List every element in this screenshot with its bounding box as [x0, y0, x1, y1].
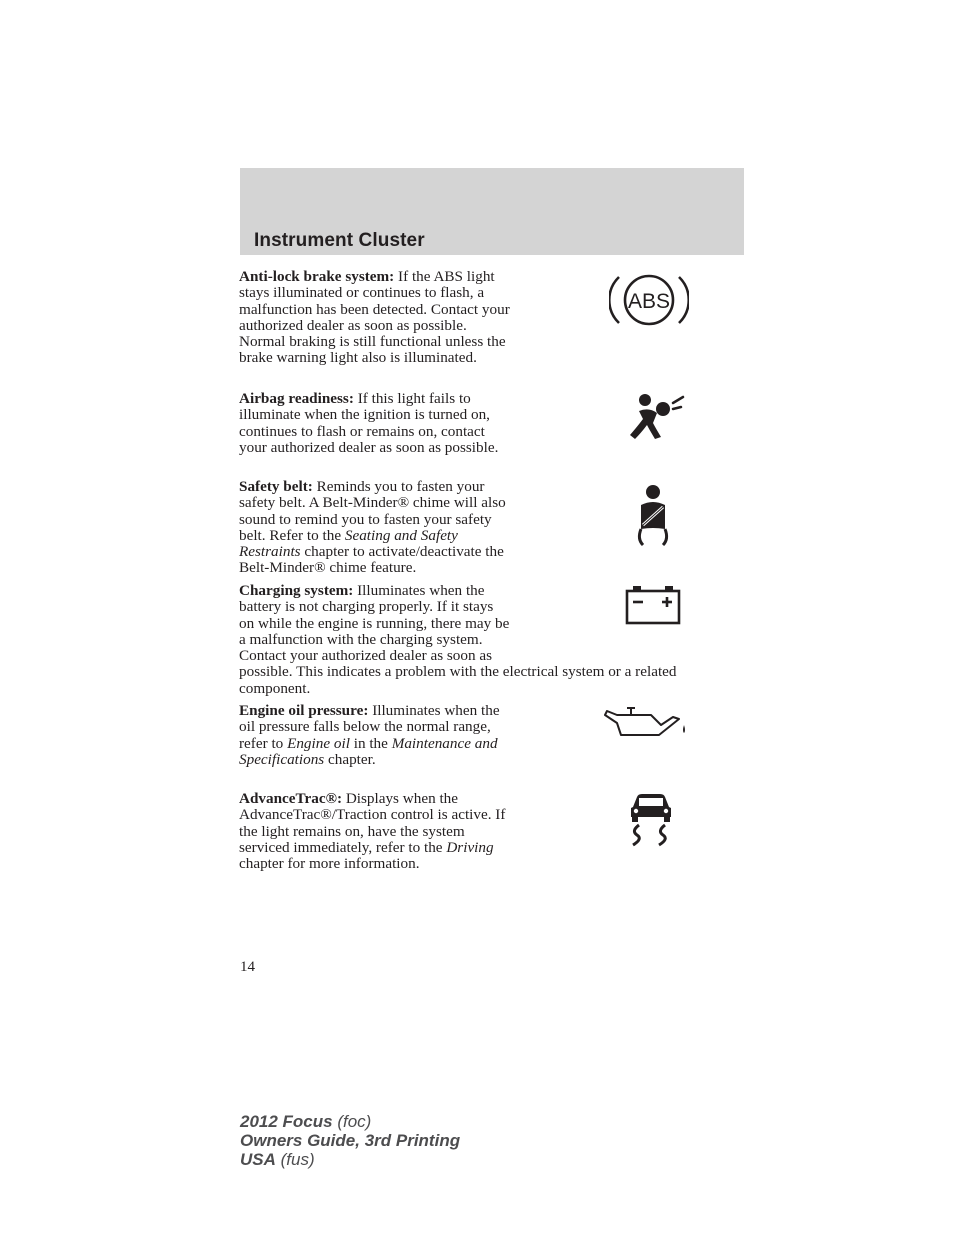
seatbelt-icon — [511, 479, 745, 551]
oil-can-icon — [511, 703, 745, 775]
footer-line-2: Owners Guide, 3rd Printing — [240, 1131, 461, 1150]
belt-text-a: Reminds you to fasten your safety belt. A Belt-Minder® chime will also sound to remind you to fasten your safety belt. Refer to the — [239, 478, 506, 544]
oil-text-c: chapter. — [324, 750, 376, 768]
charging-label: Charging system: — [239, 582, 354, 599]
footer-market: USA — [240, 1150, 276, 1169]
section-safety-belt — [239, 479, 745, 575]
section-title: Instrument Cluster — [254, 230, 425, 251]
advancetrac-label: AdvanceTrac®: — [239, 790, 343, 807]
belt-label: Safety belt: — [239, 478, 313, 495]
oil-text-b: in the — [349, 734, 392, 752]
section-charging — [239, 583, 745, 695]
footer-line-3 — [240, 1150, 460, 1169]
advancetrac-text-a: Displays when the AdvanceTrac®/Traction control is active. If the light remains on, have the system serviced immediately, refer to the — [239, 790, 506, 856]
page-content — [239, 269, 745, 871]
abs-text: If the ABS light stays illuminated or continues to flash, a malfunction has been detected. Contact your authorized dealer as soon as possible. Normal braking is still functional unless the brake warning light also is illuminated. — [239, 268, 510, 367]
section-engine-oil — [239, 703, 745, 783]
traction-control-icon — [511, 791, 745, 863]
section-advancetrac — [239, 791, 745, 871]
abs-warning-icon — [511, 269, 745, 341]
footer — [240, 1112, 460, 1169]
airbag-text: If this light fails to illuminate when the ignition is turned on, continues to flash or remains on, contact your authorized dealer as soon as possible. — [239, 390, 499, 456]
oil-ref-engine-oil: Engine oil — [287, 734, 350, 752]
belt-text-b: chapter to activate/deactivate the Belt-Minder® chime feature. — [239, 543, 504, 577]
airbag-icon — [511, 391, 745, 463]
oil-label: Engine oil pressure: — [239, 702, 369, 719]
advancetrac-chapter-ref: Driving — [446, 838, 494, 856]
footer-line-1 — [240, 1112, 460, 1131]
abs-icon-text: ABS — [627, 290, 671, 313]
footer-model: 2012 Focus — [240, 1112, 333, 1131]
section-abs — [239, 269, 745, 381]
charging-text: Illuminates when the battery is not charging properly. If it stays on while the engine is running, there may be a malfunction with the charging system. Contact your authorized dealer as soon as possible. This indicates a problem with the electrical system or a related component. — [239, 582, 677, 697]
section-airbag — [239, 391, 745, 471]
oil-ref-maintenance: Maintenance and Specifications — [239, 734, 498, 768]
belt-chapter-ref: Seating and Safety Restraints — [239, 526, 458, 561]
page-number: 14 — [240, 959, 255, 975]
oil-text-a: Illuminates when the oil pressure falls below the normal range, refer to — [239, 702, 500, 752]
airbag-label: Airbag readiness: — [239, 390, 354, 407]
section-header — [240, 168, 744, 255]
footer-market-code: (fus) — [275, 1150, 315, 1169]
footer-model-code: (foc) — [332, 1112, 372, 1131]
abs-label: Anti-lock brake system: — [239, 268, 395, 285]
advancetrac-text-b: chapter for more information. — [239, 855, 420, 873]
battery-icon — [511, 583, 745, 655]
